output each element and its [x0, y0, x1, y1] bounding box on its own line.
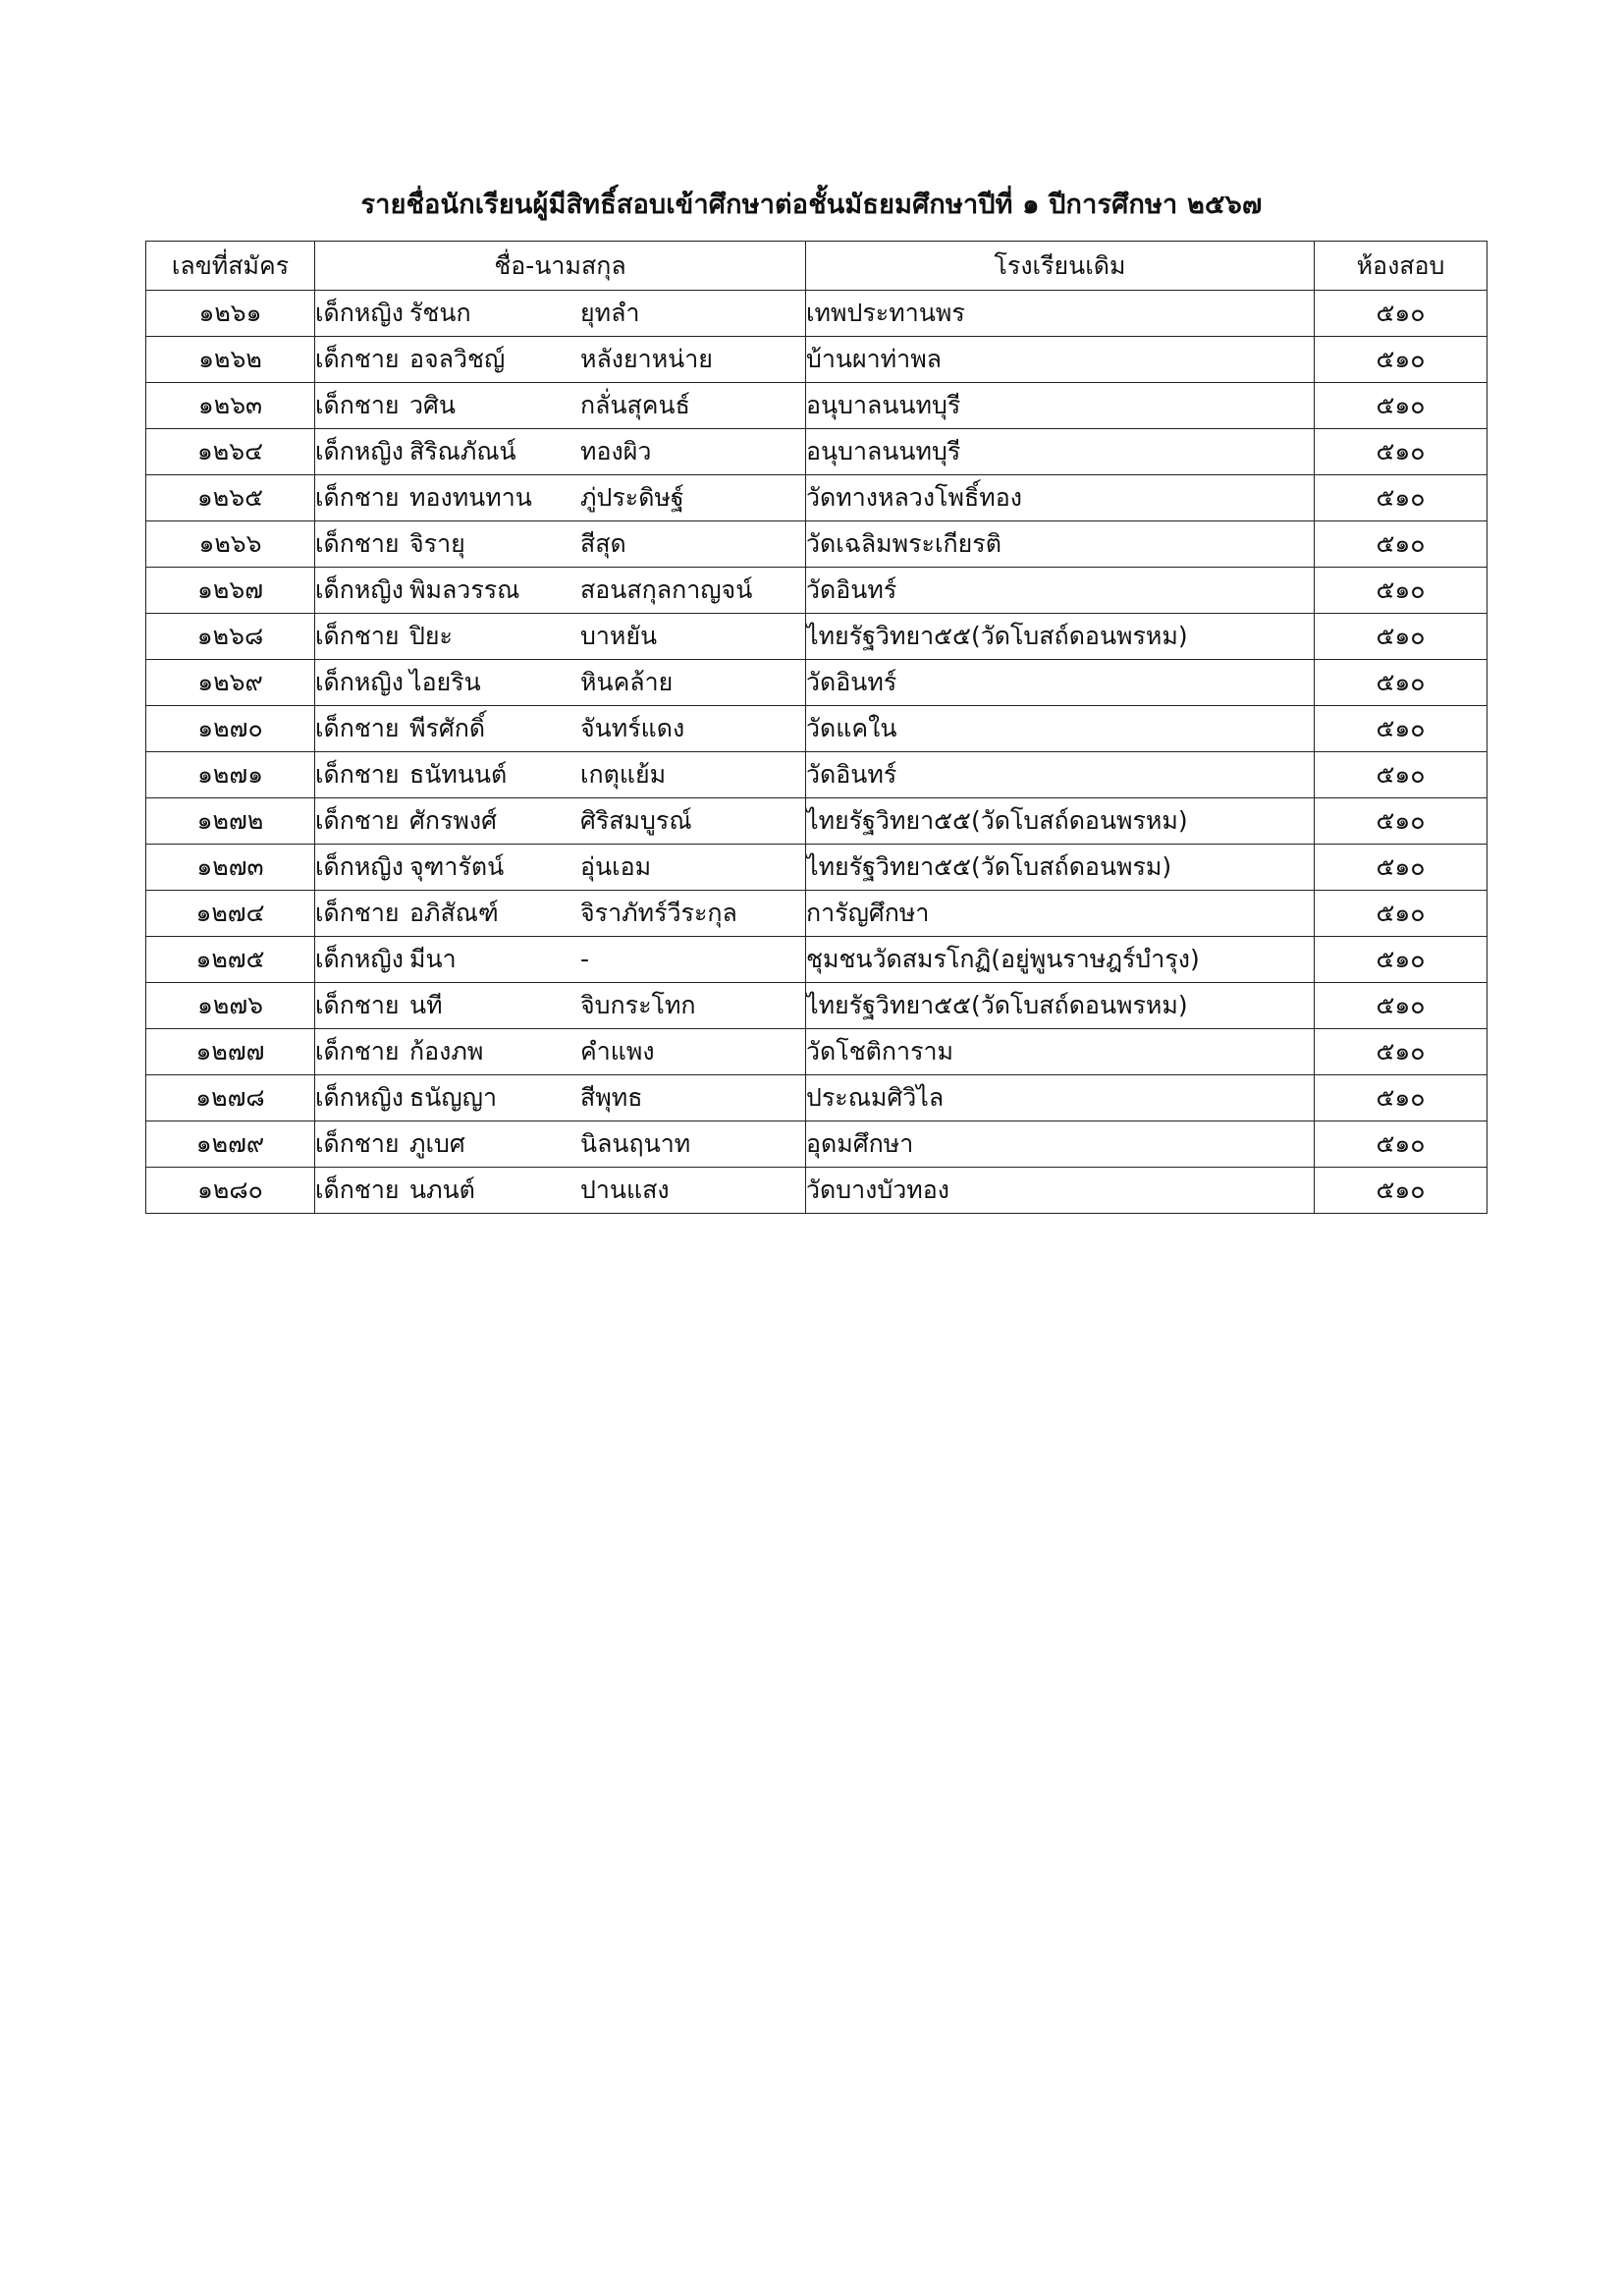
table-row	[146, 614, 1488, 660]
previous-school-cell: อนุบาลนนทบุรี	[806, 383, 1315, 429]
name-prefix: เด็กชาย	[315, 899, 400, 927]
full-name-cell	[315, 337, 806, 383]
name-prefix: เด็กชาย	[315, 806, 400, 835]
exam-room-cell: ๕๑๐	[1315, 752, 1488, 798]
first-name: ธนัญญา	[409, 1083, 497, 1112]
exam-room-cell: ๕๑๐	[1315, 845, 1488, 891]
header-row	[146, 242, 1488, 291]
application-number-cell: ๑๒๖๑	[146, 291, 315, 337]
full-name-cell	[315, 475, 806, 521]
full-name-cell	[315, 660, 806, 706]
exam-room-cell: ๕๑๐	[1315, 1075, 1488, 1121]
application-number-cell: ๑๒๖๕	[146, 475, 315, 521]
first-name: รัชนก	[409, 299, 471, 327]
name-prefix: เด็กชาย	[315, 714, 400, 742]
table-row	[146, 937, 1488, 983]
first-name: มีนา	[409, 945, 457, 973]
previous-school-cell: วัดอินทร์	[806, 660, 1315, 706]
page-title: รายชื่อนักเรียนผู้มีสิทธิ์สอบเข้าศึกษาต่อชั้นมัธยมศึกษาปีที่ ๑ ปีการศึกษา ๒๕๖๗	[360, 190, 1263, 220]
exam-room-cell: ๕๑๐	[1315, 521, 1488, 568]
full-name-cell	[315, 798, 806, 845]
last-name: ศิริสมบูรณ์	[580, 806, 692, 835]
application-number-cell: ๑๒๗๕	[146, 937, 315, 983]
table-row	[146, 429, 1488, 475]
exam-room-cell: ๕๑๐	[1315, 291, 1488, 337]
previous-school-cell: ชุมชนวัดสมรโกฏิ(อยู่พูนราษฎร์บำรุง)	[806, 937, 1315, 983]
full-name-cell	[315, 1029, 806, 1075]
last-name: อุ่นเอม	[580, 852, 652, 881]
name-prefix: เด็กชาย	[315, 991, 400, 1019]
application-number-cell: ๑๒๗๖	[146, 983, 315, 1029]
header-application-number: เลขที่สมัคร	[146, 242, 315, 291]
application-number-cell: ๑๒๖๙	[146, 660, 315, 706]
first-name: นที	[409, 991, 443, 1019]
previous-school-cell: วัดอินทร์	[806, 752, 1315, 798]
first-name: อภิสัณฑ์	[409, 899, 499, 927]
exam-room-cell: ๕๑๐	[1315, 337, 1488, 383]
exam-room-cell: ๕๑๐	[1315, 568, 1488, 614]
exam-room-cell: ๕๑๐	[1315, 1168, 1488, 1214]
name-prefix: เด็กหญิง	[315, 668, 404, 696]
header-full-name: ชื่อ-นามสกุล	[315, 242, 806, 291]
application-number-cell: ๑๒๖๔	[146, 429, 315, 475]
name-prefix: เด็กชาย	[315, 391, 400, 419]
name-prefix: เด็กหญิง	[315, 945, 404, 973]
last-name: ภู่ประดิษฐ์	[580, 483, 684, 512]
application-number-cell: ๑๒๖๓	[146, 383, 315, 429]
application-number-cell: ๑๒๗๗	[146, 1029, 315, 1075]
full-name-cell	[315, 937, 806, 983]
application-number-cell: ๑๒๘๐	[146, 1168, 315, 1214]
full-name-cell	[315, 845, 806, 891]
previous-school-cell: วัดโชติการาม	[806, 1029, 1315, 1075]
exam-room-cell: ๕๑๐	[1315, 891, 1488, 937]
exam-room-cell: ๕๑๐	[1315, 1029, 1488, 1075]
first-name: ภูเบศ	[409, 1129, 465, 1158]
student-roster-table	[145, 241, 1488, 1214]
header-exam-room: ห้องสอบ	[1315, 242, 1488, 291]
header-previous-school: โรงเรียนเดิม	[806, 242, 1315, 291]
last-name: สอนสกุลกาญจน์	[580, 575, 753, 604]
table-row	[146, 798, 1488, 845]
application-number-cell: ๑๒๖๘	[146, 614, 315, 660]
previous-school-cell: อนุบาลนนทบุรี	[806, 429, 1315, 475]
name-prefix: เด็กหญิง	[315, 299, 404, 327]
last-name: จันทร์แดง	[580, 714, 685, 742]
full-name-cell	[315, 614, 806, 660]
table-row	[146, 1029, 1488, 1075]
last-name: -	[580, 945, 590, 973]
name-prefix: เด็กชาย	[315, 1175, 400, 1204]
name-prefix: เด็กหญิง	[315, 437, 404, 465]
table-row	[146, 1168, 1488, 1214]
full-name-cell	[315, 706, 806, 752]
last-name: ทองผิว	[580, 437, 652, 465]
previous-school-cell: บ้านผาท่าพล	[806, 337, 1315, 383]
full-name-cell	[315, 752, 806, 798]
full-name-cell	[315, 1075, 806, 1121]
table-row	[146, 983, 1488, 1029]
first-name: ปิยะ	[409, 622, 453, 650]
full-name-cell	[315, 429, 806, 475]
application-number-cell: ๑๒๖๒	[146, 337, 315, 383]
roster-body	[146, 291, 1488, 1214]
first-name: จิรายุ	[409, 529, 465, 558]
table-row	[146, 752, 1488, 798]
exam-room-cell: ๕๑๐	[1315, 983, 1488, 1029]
table-row	[146, 1121, 1488, 1168]
first-name: จุฑารัตน์	[409, 852, 505, 881]
full-name-cell	[315, 1168, 806, 1214]
last-name: หลังยาหน่าย	[580, 345, 713, 373]
name-prefix: เด็กชาย	[315, 1129, 400, 1158]
name-prefix: เด็กหญิง	[315, 1083, 404, 1112]
previous-school-cell: ไทยรัฐวิทยา๕๕(วัดโบสถ์ดอนพรหม)	[806, 983, 1315, 1029]
last-name: หินคล้าย	[580, 668, 674, 696]
table-row	[146, 475, 1488, 521]
table-row	[146, 291, 1488, 337]
previous-school-cell: ไทยรัฐวิทยา๕๕(วัดโบสถ์ดอนพรหม)	[806, 614, 1315, 660]
last-name: สีสุด	[580, 529, 626, 558]
name-prefix: เด็กหญิง	[315, 852, 404, 881]
first-name: ทองทนทาน	[409, 483, 532, 512]
exam-room-cell: ๕๑๐	[1315, 429, 1488, 475]
first-name: ศักรพงศ์	[409, 806, 497, 835]
table-row	[146, 706, 1488, 752]
name-prefix: เด็กชาย	[315, 529, 400, 558]
first-name: ธนัทนนต์	[409, 760, 508, 789]
full-name-cell	[315, 983, 806, 1029]
last-name: สีพุทธ	[580, 1083, 643, 1112]
application-number-cell: ๑๒๖๗	[146, 568, 315, 614]
name-prefix: เด็กชาย	[315, 345, 400, 373]
last-name: บาหยัน	[580, 622, 658, 650]
application-number-cell: ๑๒๗๘	[146, 1075, 315, 1121]
last-name: เกตุแย้ม	[580, 760, 667, 789]
exam-room-cell: ๕๑๐	[1315, 1121, 1488, 1168]
full-name-cell	[315, 891, 806, 937]
table-row	[146, 383, 1488, 429]
application-number-cell: ๑๒๗๓	[146, 845, 315, 891]
first-name: อจลวิชญ์	[409, 345, 506, 373]
previous-school-cell: เทพประทานพร	[806, 291, 1315, 337]
last-name: ยุทลำ	[580, 299, 640, 327]
previous-school-cell: วัดแคใน	[806, 706, 1315, 752]
last-name: กลั่นสุคนธ์	[580, 391, 690, 419]
table-row	[146, 845, 1488, 891]
first-name: วศิน	[409, 391, 456, 419]
exam-room-cell: ๕๑๐	[1315, 937, 1488, 983]
application-number-cell: ๑๒๗๔	[146, 891, 315, 937]
last-name: ปานแสง	[580, 1175, 670, 1204]
previous-school-cell: วัดบางบัวทอง	[806, 1168, 1315, 1214]
table-row	[146, 521, 1488, 568]
application-number-cell: ๑๒๗๙	[146, 1121, 315, 1168]
name-prefix: เด็กชาย	[315, 1037, 400, 1066]
last-name: คำแพง	[580, 1037, 655, 1066]
name-prefix: เด็กชาย	[315, 622, 400, 650]
last-name: นิลนฤนาท	[580, 1129, 691, 1158]
full-name-cell	[315, 383, 806, 429]
full-name-cell	[315, 568, 806, 614]
full-name-cell	[315, 521, 806, 568]
previous-school-cell: การัญศึกษา	[806, 891, 1315, 937]
application-number-cell: ๑๒๗๐	[146, 706, 315, 752]
first-name: พิมลวรรณ	[409, 575, 520, 604]
last-name: จิราภัทร์วีระกุล	[580, 899, 737, 927]
exam-room-cell: ๕๑๐	[1315, 798, 1488, 845]
first-name: นภนต์	[409, 1175, 475, 1204]
exam-room-cell: ๕๑๐	[1315, 614, 1488, 660]
application-number-cell: ๑๒๗๑	[146, 752, 315, 798]
previous-school-cell: ประณมศิวิไล	[806, 1075, 1315, 1121]
exam-room-cell: ๕๑๐	[1315, 383, 1488, 429]
previous-school-cell: วัดอินทร์	[806, 568, 1315, 614]
previous-school-cell: อุดมศึกษา	[806, 1121, 1315, 1168]
first-name: พีรศักดิ์	[409, 714, 486, 742]
table-row	[146, 568, 1488, 614]
name-prefix: เด็กชาย	[315, 760, 400, 789]
first-name: ก้องภพ	[409, 1037, 484, 1066]
exam-room-cell: ๕๑๐	[1315, 706, 1488, 752]
name-prefix: เด็กหญิง	[315, 575, 404, 604]
table-row	[146, 337, 1488, 383]
name-prefix: เด็กชาย	[315, 483, 400, 512]
previous-school-cell: ไทยรัฐวิทยา๕๕(วัดโบสถ์ดอนพรหม)	[806, 798, 1315, 845]
previous-school-cell: ไทยรัฐวิทยา๕๕(วัดโบสถ์ดอนพรม)	[806, 845, 1315, 891]
table-row	[146, 891, 1488, 937]
table-row	[146, 1075, 1488, 1121]
exam-room-cell: ๕๑๐	[1315, 475, 1488, 521]
previous-school-cell: วัดเฉลิมพระเกียรติ	[806, 521, 1315, 568]
application-number-cell: ๑๒๗๒	[146, 798, 315, 845]
table-row	[146, 660, 1488, 706]
full-name-cell	[315, 291, 806, 337]
full-name-cell	[315, 1121, 806, 1168]
previous-school-cell: วัดทางหลวงโพธิ์ทอง	[806, 475, 1315, 521]
last-name: จิบกระโทก	[580, 991, 696, 1019]
exam-room-cell: ๕๑๐	[1315, 660, 1488, 706]
first-name: ไอยริน	[409, 668, 481, 696]
application-number-cell: ๑๒๖๖	[146, 521, 315, 568]
first-name: สิริณภัณน์	[409, 437, 516, 465]
